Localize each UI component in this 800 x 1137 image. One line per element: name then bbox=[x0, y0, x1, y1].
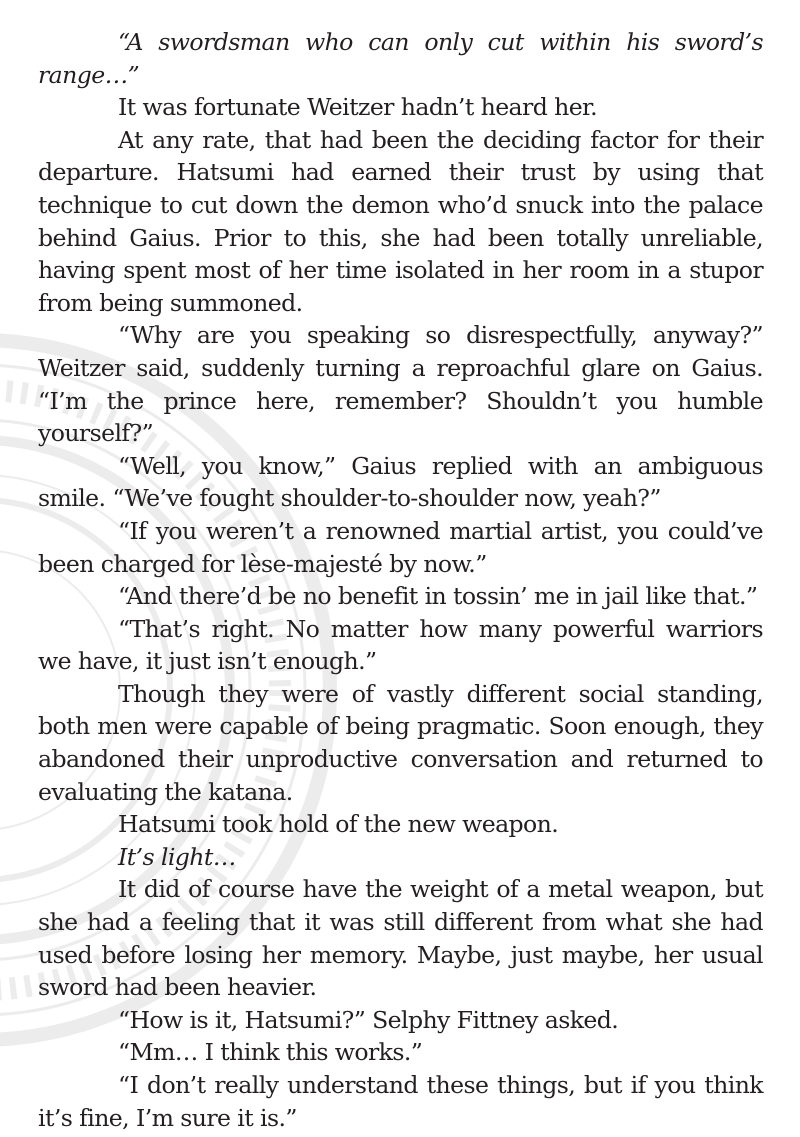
page-body bbox=[38, 26, 763, 1134]
paragraph: “That’s right. No matter how many powerful warriors we have, it just isn’t enough.” bbox=[38, 614, 763, 676]
paragraph: “I don’t really understand these things, but if you think it’s fine, I’m sure it is.” bbox=[38, 1071, 763, 1132]
paragraph: “How is it, Hatsumi?” Selphy Fittney asked. bbox=[118, 1005, 619, 1034]
paragraph: It was fortunate Weitzer hadn’t heard her. bbox=[118, 93, 598, 122]
paragraph: “Well, you know,” Gaius replied with an ambiguous smile. “We’ve fought shoulder-to-shoulder now, yeah?” bbox=[38, 451, 763, 513]
paragraph: “Mm… I think this works.” bbox=[118, 1038, 423, 1067]
paragraph: “And there’d be no benefit in tossin’ me in jail like that.” bbox=[118, 582, 758, 611]
paragraph: “If you weren’t a renowned martial artist, you could’ve been charged for lèse-majesté by now.” bbox=[38, 516, 763, 578]
paragraph: “A swordsman who can only cut within his sword’s range…” bbox=[38, 28, 763, 89]
paragraph: At any rate, that had been the deciding factor for their departure. Hatsumi had earned their trust by using that technique to cut down the demon who’d snuck into the palace behind Gaius. Prior to this, she had been totally unreliable, having spent most of her time isolated in her room in a stupor from being summoned. bbox=[38, 125, 763, 317]
paragraph: “Why are you speaking so disrespectfully, anyway?” Weitzer said, suddenly turning a reproachful glare on Gaius. “I’m the prince here, remember? Shouldn’t you humble yourself?” bbox=[38, 321, 763, 448]
paragraph: It’s light… bbox=[118, 842, 236, 871]
paragraph: It did of course have the weight of a metal weapon, but she had a feeling that it was still different from what she had used before losing her memory. Maybe, just maybe, her usual sword had been heavier. bbox=[38, 875, 763, 1002]
paragraph: Though they were of vastly different social standing, both men were capable of being pragmatic. Soon enough, they abandoned their unproductive conversation and returned to evaluating the katana. bbox=[38, 679, 763, 806]
paragraph: Hatsumi took hold of the new weapon. bbox=[118, 810, 559, 839]
